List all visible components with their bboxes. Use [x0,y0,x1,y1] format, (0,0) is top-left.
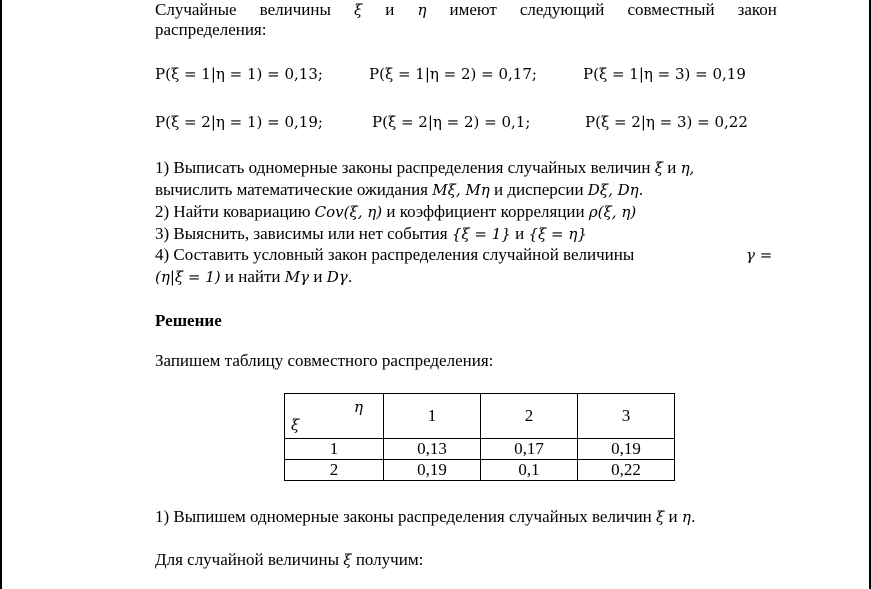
task-text: 2) Найти ковариацию [155,202,311,221]
intro-line-2: распределения: [155,20,267,39]
prob-1-2: P(ξ = 1|η = 2) = 0,17; [369,65,537,83]
step-text: и [668,507,678,526]
column-header: 2 [481,394,578,439]
column-header: 3 [578,394,675,439]
intro-line-1 [155,0,777,20]
intro-word: закон [737,0,777,19]
task-text: и дисперсии [494,180,584,199]
task-text: и найти [224,267,281,286]
task-text: и [667,158,677,177]
gamma-definition: γ = [746,246,773,264]
task-text: вычислить математические ожидания [155,180,428,199]
variance-symbols: Dξ, Dη. [587,181,644,199]
event-2: {ξ = η} [528,225,587,243]
xi-symbol: ξ [656,508,665,526]
gamma-expectation: Mγ [284,268,310,286]
solution-heading: Решение [155,311,222,330]
eta-header: η [354,398,363,416]
row-label: 2 [285,460,384,481]
table-header-row [285,394,675,439]
intro-word: совместный [627,0,715,19]
prob-1-1: P(ξ = 1|η = 1) = 0,13; [155,65,323,83]
row-label: 1 [285,439,384,460]
intro-word: следующий [519,0,605,19]
table-cell: 0,22 [578,460,675,481]
intro-word: Случайные [155,0,237,19]
step-1 [155,507,696,527]
prob-2-3: P(ξ = 2|η = 3) = 0,22 [585,113,748,131]
intro-word: и [385,0,395,19]
left-border [0,0,2,589]
table-cell: 0,13 [384,439,481,460]
step-2 [155,550,423,570]
task-text: и [313,267,323,286]
table-row [285,460,675,481]
table-intro: Запишем таблицу совместного распределения: [155,351,494,370]
table-cell: 0,19 [578,439,675,460]
task-1-line-a [155,158,694,178]
intro-word: величины [259,0,331,19]
task-2 [155,202,636,222]
table-cell: 0,17 [481,439,578,460]
xi-symbol: ξ [343,551,352,569]
table-corner-cell [285,394,384,439]
step-text: Для случайной величины [155,550,340,569]
prob-2-1: P(ξ = 2|η = 1) = 0,19; [155,113,323,131]
step-text: 1) Выпишем одномерные законы распределения случайных величин [155,507,652,526]
step-text: получим: [355,550,424,569]
task-text: и коэффициент корреляции [386,202,585,221]
gamma-variance: Dγ. [326,268,353,286]
event-1: {ξ = 1} [451,225,511,243]
prob-1-3: P(ξ = 1|η = 3) = 0,19 [583,65,746,83]
prob-2-2: P(ξ = 2|η = 2) = 0,1; [372,113,531,131]
table-cell: 0,19 [384,460,481,481]
xi-header: ξ [291,416,300,434]
task-text: 3) Выяснить, зависимы или нет события [155,224,448,243]
task-3 [155,224,587,244]
eta-symbol: η, [680,159,695,177]
column-header: 1 [384,394,481,439]
eta-symbol: η [417,1,427,19]
task-text: 1) Выписать одномерные законы распределения случайных величин [155,158,651,177]
table-row [285,439,675,460]
task-text: и [515,224,525,243]
task-text: 4) Составить условный закон распределения случайной величины [155,245,635,264]
xi-symbol: ξ [353,1,363,19]
table-cell: 0,1 [481,460,578,481]
task-1-line-b [155,180,643,200]
intro-word: имеют [449,0,497,19]
eta-symbol: η. [681,508,696,526]
covariance-symbol: Cov(ξ, η) [314,203,383,221]
conditional-symbol: (η|ξ = 1) [155,268,221,286]
task-4-line-b [155,267,352,287]
xi-symbol: ξ [654,159,663,177]
expectation-symbols: Mξ, Mη [432,181,490,199]
joint-distribution-table [284,393,675,481]
task-4-line-a [155,245,634,265]
correlation-symbol: ρ(ξ, η) [588,203,637,221]
